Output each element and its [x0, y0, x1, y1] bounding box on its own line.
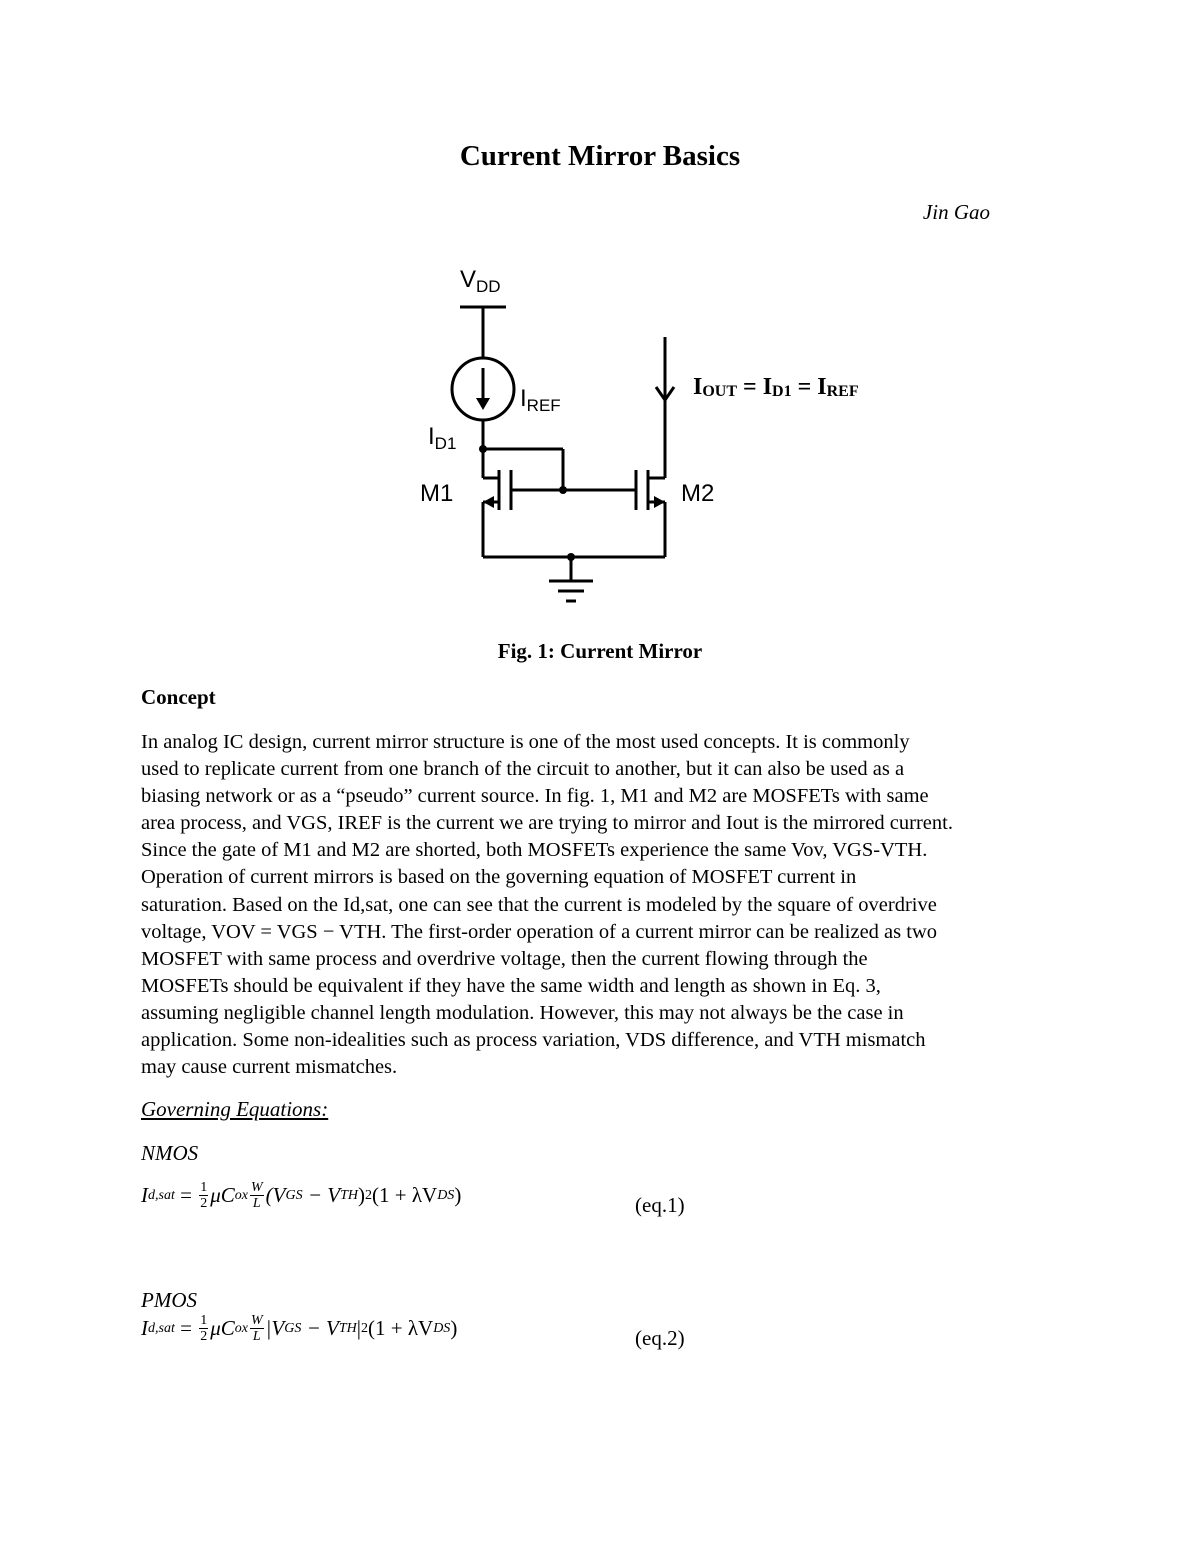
vdd-label: $V_{DD}$ [460, 266, 501, 296]
equation-number-2: (eq.2) [635, 1326, 685, 1350]
m2-label: M2 [681, 480, 715, 507]
author-name: Jin Gao [922, 200, 990, 224]
page-title: Current Mirror Basics [459, 140, 741, 172]
pmos-label: PMOS [141, 1288, 197, 1312]
current-mirror-schematic [400, 258, 900, 610]
concept-line: Since the gate of M1 and M2 are shorted, both MOSFETs experience the same Vov, VGS-VTH. [141, 839, 928, 862]
nmos-equation: I d,sat = $\frac{1}{2}$ μC ox $\frac{W}{L}$ (V GS − V TH ) 2 (1 + λV DS ) [141, 1180, 462, 1211]
pmos-equation: I d,sat = $\frac{1}{2}$ μC ox $\frac{W}{L}$ |V GS − V TH | 2 (1 + λV DS ) [141, 1313, 458, 1344]
node-drain-m1 [479, 445, 487, 453]
concept-line: assuming negligible channel length modulation. However, this may not always be the case in [141, 1001, 904, 1024]
governing-equations-heading: Governing Equations: [141, 1097, 329, 1121]
nmos-label: NMOS [141, 1141, 199, 1165]
figure-caption: Fig. 1: Current Mirror [497, 639, 703, 663]
node-gate [559, 486, 567, 494]
concept-line: In analog IC design, current mirror structure is one of the most used concepts. It is commonly [141, 731, 910, 753]
concept-line: MOSFET with same process and overdrive voltage, then the current flowing through the [141, 947, 868, 970]
m1-label: M1 [420, 480, 454, 507]
id1-label: $I_{D1}$ [428, 423, 457, 453]
concept-line: used to replicate current from one branch of the circuit to another, but it can also be used as a [141, 758, 905, 781]
m1-source-arrow-head [483, 496, 494, 508]
iout-equation: IOUT = ID1 = IREF [693, 374, 859, 400]
node-ground [567, 553, 575, 561]
concept-heading: Concept [141, 685, 216, 709]
concept-line: may cause current mismatches. [141, 1056, 398, 1079]
concept-line: application. Some non-idealities such as process variation, VDS difference, and VTH mismatch [141, 1029, 926, 1052]
concept-line: voltage, VOV = VGS − VTH. The first-order operation of a current mirror can be realized as two [141, 920, 938, 943]
concept-line: area process, and VGS, IREF is the current we are trying to mirror and Iout is the mirrored current. [141, 812, 953, 835]
concept-line: MOSFETs should be equivalent if they have the same width and length as shown in Eq. 3, [141, 974, 881, 997]
iref-label: $I_{REF}$ [520, 385, 561, 415]
concept-line: saturation. Based on the Id,sat, one can see that the current is modeled by the square of overdrive [141, 893, 937, 916]
equation-number-1: (eq.1) [635, 1193, 685, 1217]
concept-paragraph [141, 729, 1071, 1081]
concept-line: Operation of current mirrors is based on the governing equation of MOSFET current in [141, 866, 857, 889]
iref-arrow-head [476, 398, 490, 410]
m2-source-arrow-head [654, 496, 665, 508]
concept-line: biasing network or as a “pseudo” current source. In fig. 1, M1 and M2 are MOSFETs with same [141, 785, 929, 808]
